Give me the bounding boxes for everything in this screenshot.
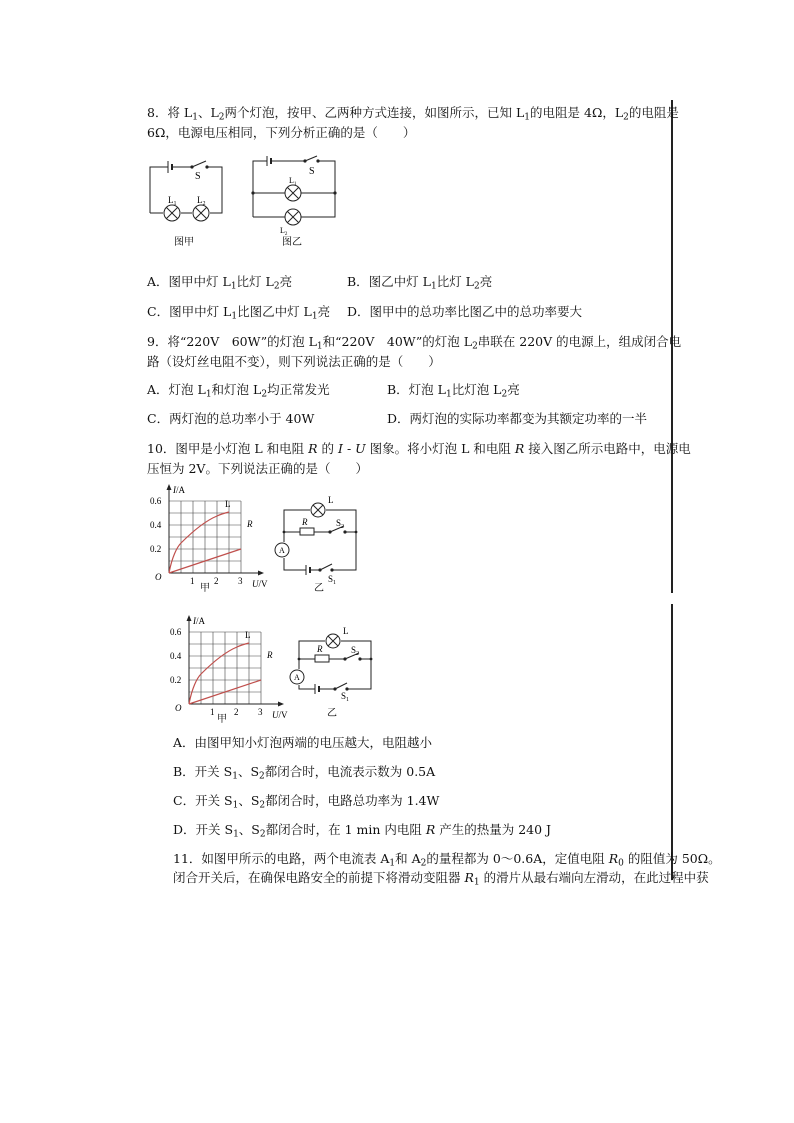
q8-option-c[interactable]: C．图甲中灯 $L_1$比图乙中灯 $L_1$亮	[147, 304, 331, 322]
svg-text:U/V: U/V	[272, 710, 288, 720]
svg-text:甲: 甲	[217, 714, 227, 724]
svg-text:S1: $S_1$	[328, 574, 337, 586]
q8-figure-jia	[140, 155, 240, 250]
q8-option-d[interactable]: D．图甲中的总功率比图乙中的总功率要大	[347, 304, 583, 319]
svg-text:I/A: I/A	[173, 485, 185, 495]
svg-text:L: L	[245, 630, 251, 640]
svg-text:A: A	[279, 546, 285, 555]
svg-text:O: O	[175, 703, 182, 713]
svg-text:乙: 乙	[314, 583, 324, 593]
svg-text:U/V: U/V	[252, 579, 268, 589]
q8-yi-l2-label: $L_2$	[280, 226, 288, 237]
q9-stem-line1: 9．将“220V 60W”的灯泡 $L_1$和“220V 40W”的灯泡 $L_2$串联在 220V 的电源上，组成闭合电	[147, 334, 682, 352]
q10-option-a[interactable]: A．由图甲知小灯泡两端的电压越大，电阻越小	[173, 735, 433, 750]
svg-text:0.6: 0.6	[150, 496, 162, 506]
svg-text:0.4: 0.4	[150, 520, 162, 530]
svg-text:S1: $S_1$	[341, 691, 350, 703]
svg-text:L: L	[343, 626, 349, 636]
q8-yi-switch-label: S	[309, 166, 315, 177]
svg-text:0.2: 0.2	[150, 544, 162, 554]
svg-text:S2: $S_2$	[351, 645, 360, 657]
svg-text:1: 1	[190, 576, 195, 586]
q8-yi-caption: 图乙	[282, 237, 302, 248]
q9-option-d[interactable]: D．两灯泡的实际功率都变为其额定功率的一半	[387, 411, 648, 426]
q8-stem-line2: 6Ω，电源电压相同，下列分析正确的是（ ）	[147, 125, 416, 140]
svg-text:I/A: I/A	[193, 616, 205, 626]
q10-option-d[interactable]: D．开关 $S_1$、$S_2$都闭合时，在 1 min 内电阻 R 产生的热量为 240 J	[173, 822, 552, 840]
svg-text:R: R	[247, 519, 253, 529]
q10-iu-graph-1	[145, 483, 275, 593]
q11-stem-line2: 闭合开关后，在确保电路安全的前提下将滑动变阻器 $R_1$ 的滑片从最右端向左滑动，在此过程中获	[173, 870, 709, 888]
q8-jia-caption: 图甲	[174, 237, 194, 248]
svg-text:L: L	[328, 495, 334, 505]
q10-option-b[interactable]: B．开关 $S_1$、$S_2$都闭合时，电流表示数为 0.5A	[173, 764, 436, 782]
svg-text:2: 2	[214, 576, 219, 586]
q10-circuit-1	[270, 488, 370, 593]
q10-option-c[interactable]: C．开关 $S_1$、$S_2$都闭合时，电路总功率为 1.4W	[173, 793, 440, 811]
q8-jia-l1-label: $L_1$	[168, 195, 177, 207]
svg-text:甲: 甲	[200, 583, 210, 593]
page-edge-rule-bottom	[671, 604, 673, 880]
q8-yi-l1-label: $L_1$	[289, 176, 297, 187]
q10-stem-line2: 压恒为 2V。下列说法正确的是（ ）	[147, 461, 368, 476]
svg-text:1: 1	[210, 707, 215, 717]
svg-text:R: R	[317, 644, 323, 654]
svg-text:R: R	[302, 517, 308, 527]
q9-stem-line2: 路（设灯丝电阻不变），则下列说法正确的是（ ）	[147, 354, 441, 369]
q8-stem-line1: 8．将 $L_1$、$L_2$两个灯泡，按甲、乙两种方式连接，如图所示，已知 $L_1$的电阻是 4Ω，$L_2$的电阻是	[147, 105, 679, 123]
svg-text:3: 3	[258, 707, 263, 717]
svg-text:0.4: 0.4	[170, 651, 182, 661]
svg-text:S2: $S_2$	[336, 518, 345, 530]
svg-text:3: 3	[238, 576, 243, 586]
q8-option-a[interactable]: A．图甲中灯 $L_1$比灯 $L_2$亮	[147, 274, 293, 292]
q10-stem-line1: 10．图甲是小灯泡 L 和电阻 R 的 I - U 图象。将小灯泡 L 和电阻 R 接入图乙所示电路中，电源电	[147, 441, 691, 456]
svg-text:O: O	[155, 572, 162, 582]
svg-text:乙: 乙	[327, 708, 337, 719]
q8-jia-l2-label: $L_2$	[197, 195, 206, 207]
q9-option-b[interactable]: B．灯泡 $L_1$比灯泡 $L_2$亮	[387, 382, 520, 400]
q11-stem-line1: 11．如图甲所示的电路，两个电流表 $A_1$和 $A_2$的量程都为 0～0.6A，定值电阻 $R_0$ 的阻值为 50Ω。	[173, 851, 721, 869]
q9-option-c[interactable]: C．两灯泡的总功率小于 40W	[147, 411, 315, 426]
svg-text:A: A	[294, 673, 300, 682]
q10-iu-graph-2	[165, 614, 295, 724]
svg-text:0.2: 0.2	[170, 675, 182, 685]
q8-figure-yi	[245, 155, 345, 250]
svg-text:R: R	[267, 650, 273, 660]
q10-circuit-2	[285, 619, 385, 724]
svg-text:0.6: 0.6	[170, 627, 182, 637]
q8-jia-switch-label: S	[195, 171, 201, 182]
q9-option-a[interactable]: A．灯泡 $L_1$和灯泡 $L_2$均正常发光	[147, 382, 330, 400]
svg-text:2: 2	[234, 707, 239, 717]
q8-option-b[interactable]: B．图乙中灯 $L_1$比灯 $L_2$亮	[347, 274, 493, 292]
svg-text:L: L	[225, 499, 231, 509]
